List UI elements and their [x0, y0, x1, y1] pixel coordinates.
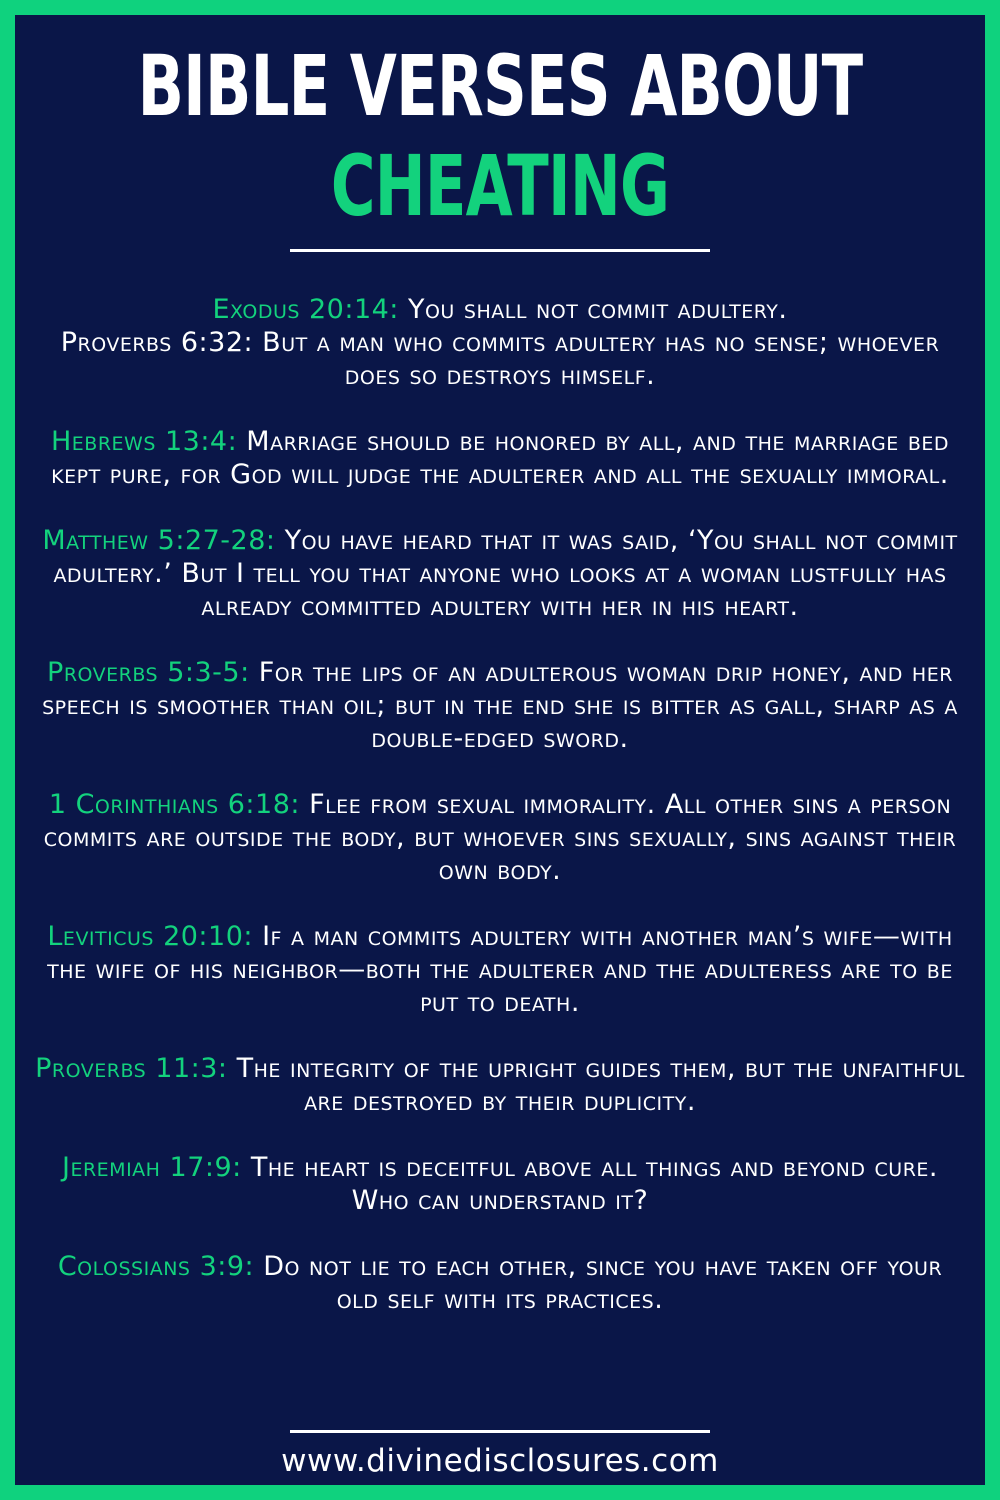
verse-reference: Colossians 3:9: [57, 1251, 255, 1282]
poster-panel [15, 15, 985, 1485]
verse-text: You have heard that it was said, ‘You shall not commit adultery.’ But I tell you that anyone who looks at a woman lustfully has already committed adultery with her in his heart. [53, 525, 958, 622]
verse-item [15, 1052, 985, 1118]
verse-text: You shall not commit adultery. [398, 294, 788, 325]
verse-item [15, 1250, 985, 1316]
verse-text: Proverbs 6:32: But a man who commits adultery has no sense; whoever does so destroys himself. [60, 327, 940, 391]
verse-item [15, 524, 985, 623]
verse-reference: Matthew 5:27-28: [42, 525, 276, 556]
verse-reference: 1 Corinthians 6:18: [48, 789, 300, 820]
top-divider [290, 249, 710, 252]
verse-text: The integrity of the upright guides them, but the unfaithful are destroyed by their duplicity. [227, 1053, 965, 1117]
verse-item [15, 326, 985, 392]
verse-reference: Proverbs 11:3: [35, 1053, 228, 1084]
verse-text: For the lips of an adulterous woman drip honey, and her speech is smoother than oil; but in the end she is bitter as gall, sharp as a double-edged sword. [42, 657, 958, 754]
bottom-divider [290, 1430, 710, 1433]
verse-reference: Jeremiah 17:9: [62, 1152, 242, 1183]
verse-text: Marriage should be honored by all, and the marriage bed kept pure, for God will judge the adulterer and all the sexually immoral. [51, 426, 949, 490]
title-line-2: CHEATING [330, 138, 670, 236]
verse-text: The heart is deceitful above all things and beyond cure. Who can understand it? [241, 1152, 938, 1216]
verse-text: Do not lie to each other, since you have taken off your old self with its practices. [254, 1251, 943, 1315]
website-url: www.divinedisclosures.com [281, 1443, 719, 1479]
verse-item [15, 293, 985, 326]
verse-reference: Hebrews 13:4: [51, 426, 238, 457]
verse-list [15, 293, 985, 1316]
verse-item [15, 425, 985, 491]
verse-text: If a man commits adultery with another man’s wife—with the wife of his neighbor—both the adulterer and the adulteress are to be put to death. [47, 921, 953, 1018]
verse-reference: Leviticus 20:10: [47, 921, 253, 952]
verse-reference: Proverbs 5:3-5: [47, 657, 250, 688]
verse-reference: Exodus 20:14: [212, 294, 399, 325]
verse-item [15, 920, 985, 1019]
title-line-1: BIBLE VERSES ABOUT [137, 38, 863, 136]
verse-item [15, 656, 985, 755]
verse-text: Flee from sexual immorality. All other sins a person commits are outside the body, but whoever sins sexually, sins against their own body. [43, 789, 957, 886]
verse-item [15, 1151, 985, 1217]
verse-item [15, 788, 985, 887]
